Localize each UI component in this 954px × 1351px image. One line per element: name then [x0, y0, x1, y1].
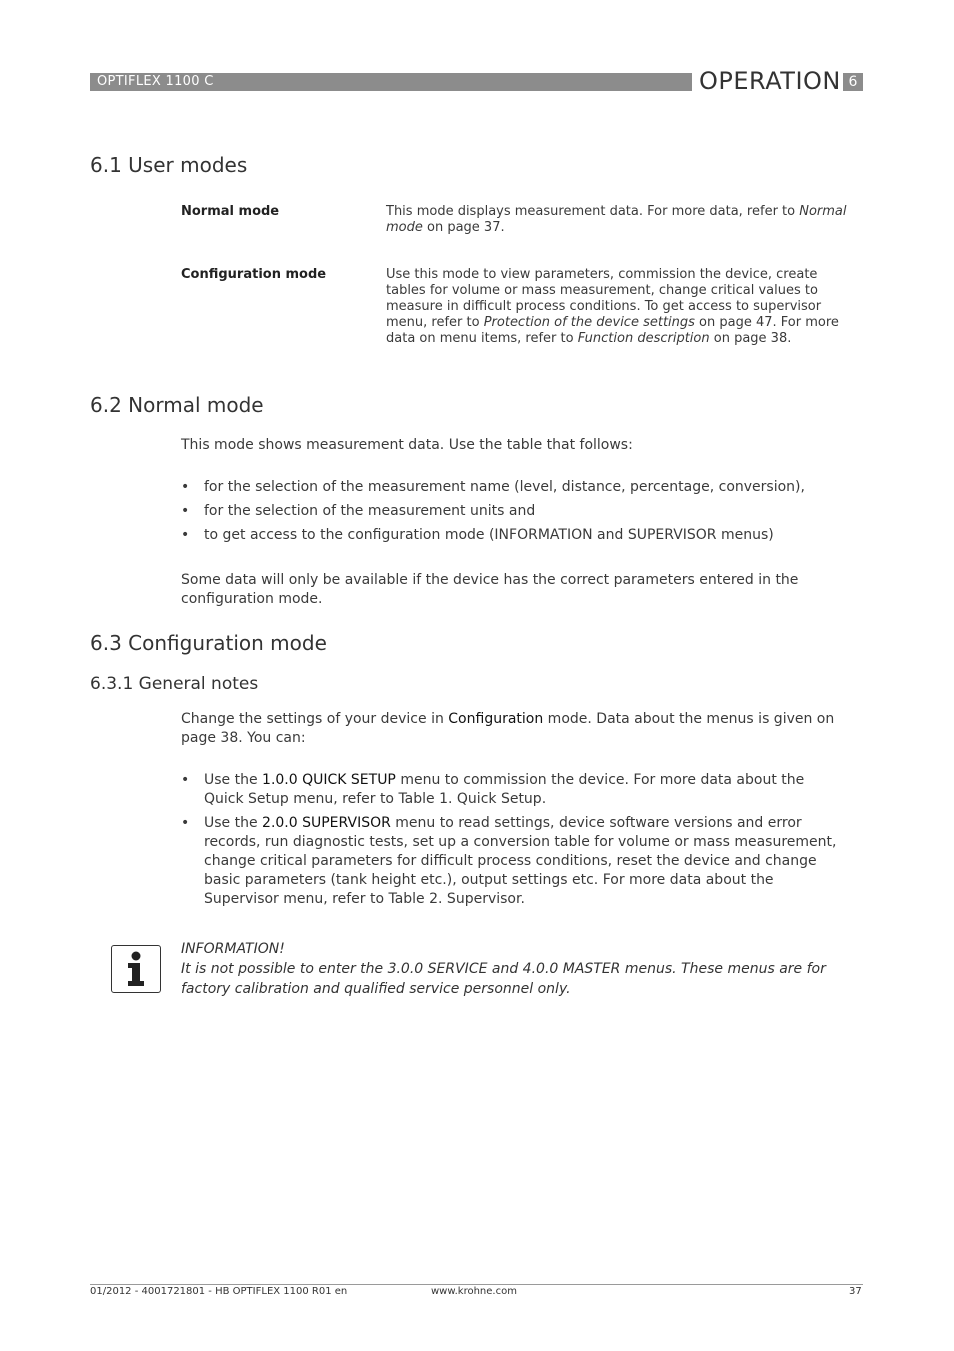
desc-normal-mode: This mode displays measurement data. For more data, refer to Normal mode on page 37. — [386, 204, 847, 235]
chapter-number: 6 — [843, 73, 863, 91]
list-item: • to get access to the configuration mode (INFORMATION and SUPERVISOR menus) — [181, 527, 774, 543]
heading-6-3-1: 6.3.1 General notes — [90, 674, 259, 694]
config-bullets — [181, 771, 843, 914]
list-item: • Use the 1.0.0 QUICK SETUP menu to commission the device. For more data about the Quick Setup menu, refer to Table 1. Quick Setup. — [181, 772, 805, 807]
footer-website: www.krohne.com — [431, 1286, 517, 1297]
keyword-supervisor: 2.0.0 SUPERVISOR — [262, 815, 391, 831]
link-function-description: Function description — [577, 331, 710, 346]
link-protection-settings: Protection of the device settings — [483, 315, 695, 330]
normal-mode-note: Some data will only be available if the device has the correct parameters entered in the configuration mode. — [181, 572, 799, 607]
link-normal-mode: Normal mode — [386, 204, 847, 235]
footer-doc-ref: 01/2012 - 4001721801 - HB OPTIFLEX 1100 R01 en — [90, 1286, 348, 1297]
term-normal-mode: Normal mode — [181, 204, 280, 219]
normal-mode-intro: This mode shows measurement data. Use the table that follows: — [181, 437, 633, 453]
info-text: It is not possible to enter the 3.0.0 SERVICE and 4.0.0 MASTER menus. These menus are for factory calibration and qualified service personnel only. — [181, 961, 826, 997]
desc-configuration-mode: Use this mode to view parameters, commission the device, create tables for volume or mass measurement, change critical values to measure in difficult process conditions. To get access to supervisor menu, refer to Protection of the device settings on page 47. For more data on menu items, refer to Function description on page 38. — [386, 267, 839, 346]
list-item: • Use the 2.0.0 SUPERVISOR menu to read settings, device software versions and error records, run diagnostic tests, set up a conversion table for volume or mass measurement, change critical parameters for difficult process conditions, reset the device and change basic parameters (tank height etc.), output settings etc. For more data about the Supervisor menu, refer to Table 2. Supervisor. — [181, 815, 837, 907]
list-item: • for the selection of the measurement name (level, distance, percentage, conversion), — [181, 479, 805, 495]
information-icon — [111, 945, 161, 993]
list-item: • for the selection of the measurement units and — [181, 503, 536, 519]
page-number: 37 — [849, 1286, 862, 1297]
term-configuration-mode: Configuration mode — [181, 267, 327, 282]
info-box — [181, 939, 861, 999]
normal-mode-bullets — [181, 478, 843, 550]
keyword-quick-setup: 1.0.0 QUICK SETUP — [262, 772, 396, 788]
info-title: INFORMATION! — [181, 941, 285, 957]
heading-6-2: 6.2 Normal mode — [90, 393, 264, 417]
section-title: OPERATION — [699, 67, 841, 95]
keyword-configuration: Configuration — [448, 711, 544, 727]
heading-6-1: 6.1 User modes — [90, 153, 248, 177]
config-intro: Change the settings of your device in Configuration mode. Data about the menus is given on page 38. You can: — [181, 711, 835, 746]
product-name: OPTIFLEX 1100 C — [97, 74, 214, 89]
heading-6-3: 6.3 Configuration mode — [90, 631, 327, 655]
